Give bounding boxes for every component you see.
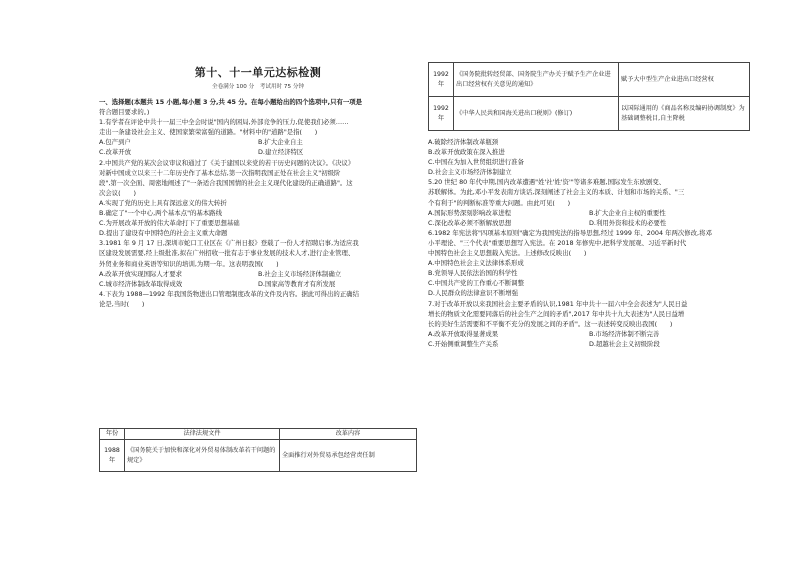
option-a: A.实现了党的历史上具有深远意义的伟大转折 xyxy=(99,198,227,207)
option-a: A.包产到户 xyxy=(99,138,131,147)
question-1-options-2 xyxy=(99,147,417,157)
right-column xyxy=(428,137,750,349)
question-3-options xyxy=(99,269,417,279)
question-7-text: 7.对于改革开放以来我国社会主要矛盾的认识,1981 年中共十一届六中全会表述为"人民日益 xyxy=(428,299,688,308)
question-6-text-cont: 中国特色社会主义思想载入宪法。上述修改反映出( ) xyxy=(428,249,587,258)
question-3-options-2 xyxy=(99,279,417,289)
left-column xyxy=(99,97,417,309)
option-c: C.中国共产党的工作重心不断调整 xyxy=(428,279,524,288)
option-c: C.深化改革必须不断解放思想 xyxy=(428,218,512,227)
table-row xyxy=(100,440,417,472)
cell-content: 以国际通用的《商品名称及编码协调制度》为基础调整税目,自主降税 xyxy=(619,97,750,131)
question-6-text-cont: 小平理论、"三个代表"重要思想写入宪法。在 2018 年修宪中,把科学发展观、习近平新时代 xyxy=(428,238,687,247)
cell-document: 《中华人民共和国海关进出口税则》(修订) xyxy=(454,97,619,131)
option-d: D.国家高等教育才有所发展 xyxy=(258,279,336,288)
cell-year: 1988年 xyxy=(100,440,125,472)
question-5-options xyxy=(428,208,750,218)
cell-document: 《国务院关于加快和深化对外贸易体制改革若干问题的规定》 xyxy=(125,440,280,472)
cell-document: 《国务院批转经贸部、国务院生产办关于赋予生产企业进出口经营权有关意见的通知》 xyxy=(454,63,619,97)
option-b: B.社会主义市场经济体制确立 xyxy=(258,269,342,278)
question-7-text-cont: 增长的物质文化需要同落后的社会生产之间的矛盾",2017 年中共十九大表述为"人民日益增 xyxy=(428,309,685,318)
question-5-text: 5.20 世纪 80 年代中期,国内改革遭遇"姓'社'姓'资'"等诸多难题,国际发生东欧剧变、 xyxy=(428,178,666,187)
question-6-text: 6.1982 年宪法将"四项基本原则"确定为我国宪法的指导思想,经过 1999 年、2004 年两次修改,将邓 xyxy=(428,228,712,237)
question-1-text: 1.有学者在评论中共十一届三中全会时说"国内的困局,外部竞争的压力,促使我们必须…… xyxy=(99,118,349,127)
option-d: D.建立经济特区 xyxy=(258,148,304,157)
option-c: C.改革开放 xyxy=(99,148,132,157)
question-4-text: 4.下表为 1988—1992 年我国货物进出口管理制度改革的文件及内容。据此可得出的正确结 xyxy=(99,289,359,298)
option-c: C.城市经济体制改革取得成效 xyxy=(99,279,183,288)
option-b: B.市场经济体制不断完善 xyxy=(589,329,660,338)
cell-year: 1992年 xyxy=(429,63,454,97)
question-7-options xyxy=(428,329,750,339)
option-b: B.改革开放政策在深入推进 xyxy=(428,148,505,157)
option-a: A.改革开放实现国际人才要求 xyxy=(99,269,182,278)
question-2-text-cont: 对新中国成立以来三十二年历史作了基本总结,第一次指明我国正处在社会主义"初级阶 xyxy=(99,168,341,177)
page-subtitle: 全卷满分 100 分 考试用时 75 分钟 xyxy=(211,84,305,90)
option-c: C.开始侧重调整生产关系 xyxy=(428,339,499,348)
option-d: D.利用外资和技术的必要性 xyxy=(589,218,667,227)
reform-table-part2 xyxy=(428,62,750,131)
question-1-text-cont: 走出一条建设社会主义、使国家繁荣富强的道路。"材料中的"道路"是指( ) xyxy=(99,128,318,137)
option-d: D.社会主义市场经济体制建立 xyxy=(428,168,512,177)
table-row xyxy=(429,63,750,97)
question-3-text-cont: 外贸业务和商业英语等知识的培训,为期一年。这表明我国( ) xyxy=(99,259,279,268)
option-b: B.扩大企业自主权的重要性 xyxy=(589,208,666,217)
question-3-text: 3.1981 年 9 月 17 日,深圳市蛇口工业区在《广州日报》登载了一份人才招聘启事,为适应我 xyxy=(99,239,359,248)
option-a: A.破除经济体制改革瓶颈 xyxy=(428,138,499,146)
section-heading-cont: 符合题目要求的。) xyxy=(99,108,150,117)
page-title: 第十、十一单元达标检测 xyxy=(194,66,322,79)
question-4-text-cont: 论是,当时( ) xyxy=(99,299,145,308)
question-3-text-cont: 区建设发展需要,经上级批准,拟在广州招收一批有志于事业发展的技术人才,进行企业管理、 xyxy=(99,249,355,258)
option-b: B.确定了"一个中心,两个基本点"的基本路线 xyxy=(99,209,222,218)
table-row xyxy=(429,97,750,131)
option-b: B.党领导人民依法治国的科学性 xyxy=(428,269,518,278)
reform-table-part1 xyxy=(99,428,417,472)
option-d: D.提出了建设有中国特色的社会主义重大命题 xyxy=(99,229,228,238)
question-5-options-2 xyxy=(428,218,750,228)
header-year: 年份 xyxy=(100,429,125,440)
question-5-text-cont: 个有利于"的判断标准等重大问题。由此可见( ) xyxy=(428,198,571,207)
section-heading: 一、选择题(本题共 15 小题,每小题 3 分,共 45 分。在每小题给出的四个选项中,只有一项是 xyxy=(99,98,363,106)
cell-content: 全面推行对外贸易承包经营责任制 xyxy=(280,440,417,472)
option-c: C.中国在为加入世贸组织进行准备 xyxy=(428,158,524,167)
header-content: 改革内容 xyxy=(280,429,417,440)
option-b: B.扩大企业自主 xyxy=(258,138,303,147)
header-document: 法律法规文件 xyxy=(125,429,280,440)
question-7-text-cont: 长的美好生活需要和不平衡不充分的发展之间的矛盾"。这一表述转变反映出我国( ) xyxy=(428,319,673,328)
option-d: D.超越社会主义初级阶段 xyxy=(589,339,660,348)
option-d: D.人民群众的法律意识不断增强 xyxy=(428,289,519,298)
option-a: A.改革开放取得显著成果 xyxy=(428,329,499,338)
question-7-options-2 xyxy=(428,339,750,349)
cell-year: 1992年 xyxy=(429,97,454,131)
cell-content: 赋予大中型生产企业进出口经营权 xyxy=(619,63,750,97)
option-c: C.为开展改革开放的伟大革命打下了重要思想基础 xyxy=(99,219,240,228)
option-a: A.国际形势深刻影响改革进程 xyxy=(428,208,511,217)
table-header-row xyxy=(100,429,417,440)
question-2-text-cont: 段",第一次全面、周密地阐述了"一条适合我国国情的社会主义现代化建设的正确道路"。这 xyxy=(99,178,353,187)
option-a: A.中国特色社会主义法律体系形成 xyxy=(428,259,524,268)
question-2-text: 2.中国共产党的某次会议审议和通过了《关于建国以来党的若干历史问题的决议》。《决议》 xyxy=(99,158,355,167)
question-5-text-cont: 苏联解体。为此,邓小平发表南方谈话,深刻阐述了社会主义的本质、计划和市场的关系、"三 xyxy=(428,188,685,197)
question-1-options xyxy=(99,137,417,147)
question-2-text-cont: 次会议( ) xyxy=(99,188,136,197)
